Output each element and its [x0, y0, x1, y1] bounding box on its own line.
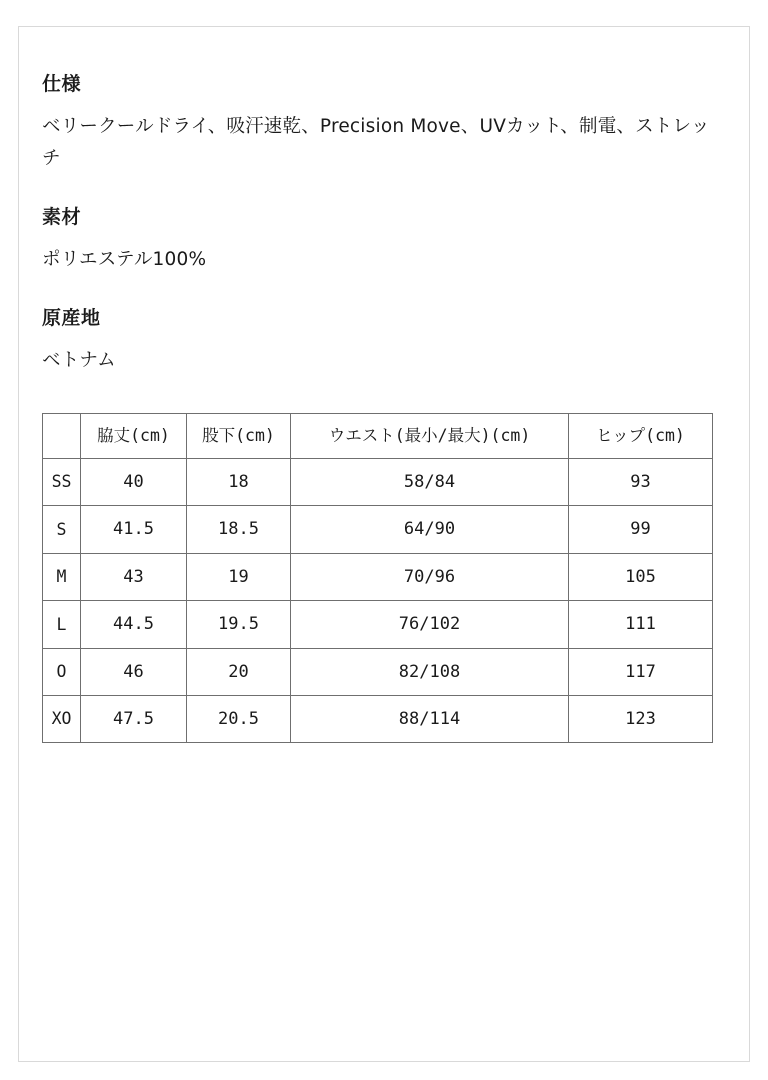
- cell-side-length: 44.5: [81, 601, 187, 648]
- size-chart-header: [43, 414, 713, 459]
- table-header-row: [43, 414, 713, 459]
- section-heading-origin: 原産地: [42, 308, 101, 330]
- cell-size: O: [43, 648, 81, 695]
- cell-hip: 111: [569, 601, 713, 648]
- cell-inseam: 18: [187, 459, 291, 506]
- cell-hip: 99: [569, 506, 713, 553]
- cell-inseam: 19: [187, 553, 291, 600]
- cell-hip: 123: [569, 696, 713, 743]
- cell-size: S: [43, 506, 81, 553]
- cell-size: SS: [43, 459, 81, 506]
- column-header-size: [43, 414, 81, 459]
- cell-waist: 88/114: [291, 696, 569, 743]
- cell-side-length: 46: [81, 648, 187, 695]
- column-header-hip: ヒップ(cm): [569, 414, 713, 459]
- cell-waist: 58/84: [291, 459, 569, 506]
- cell-side-length: 43: [81, 553, 187, 600]
- section-body-material: ポリエステル100%: [42, 248, 207, 270]
- cell-inseam: 20.5: [187, 696, 291, 743]
- cell-waist: 70/96: [291, 553, 569, 600]
- size-chart-table: [42, 413, 713, 743]
- cell-waist: 76/102: [291, 601, 569, 648]
- cell-side-length: 47.5: [81, 696, 187, 743]
- table-row: [43, 506, 713, 553]
- table-row: [43, 553, 713, 600]
- column-header-inseam: 股下(cm): [187, 414, 291, 459]
- cell-side-length: 40: [81, 459, 187, 506]
- column-header-waist: ウエスト(最小/最大)(cm): [291, 414, 569, 459]
- section-body-spec: ベリークールドライ、吸汗速乾、Precision Move、UVカット、制電、ストレッチ: [42, 115, 710, 169]
- cell-size: L: [43, 601, 81, 648]
- cell-inseam: 20: [187, 648, 291, 695]
- table-row: [43, 459, 713, 506]
- table-row: [43, 648, 713, 695]
- cell-size: XO: [43, 696, 81, 743]
- cell-inseam: 18.5: [187, 506, 291, 553]
- section-heading-material: 素材: [42, 207, 82, 229]
- table-row: [43, 601, 713, 648]
- section-body-origin: ベトナム: [42, 349, 116, 371]
- column-header-side-length: 脇丈(cm): [81, 414, 187, 459]
- cell-size: M: [43, 553, 81, 600]
- cell-inseam: 19.5: [187, 601, 291, 648]
- cell-waist: 82/108: [291, 648, 569, 695]
- section-heading-spec: 仕様: [42, 74, 82, 95]
- cell-hip: 117: [569, 648, 713, 695]
- table-row: [43, 696, 713, 743]
- cell-waist: 64/90: [291, 506, 569, 553]
- cell-side-length: 41.5: [81, 506, 187, 553]
- cell-hip: 93: [569, 459, 713, 506]
- size-chart-body: [43, 459, 713, 743]
- cell-hip: 105: [569, 553, 713, 600]
